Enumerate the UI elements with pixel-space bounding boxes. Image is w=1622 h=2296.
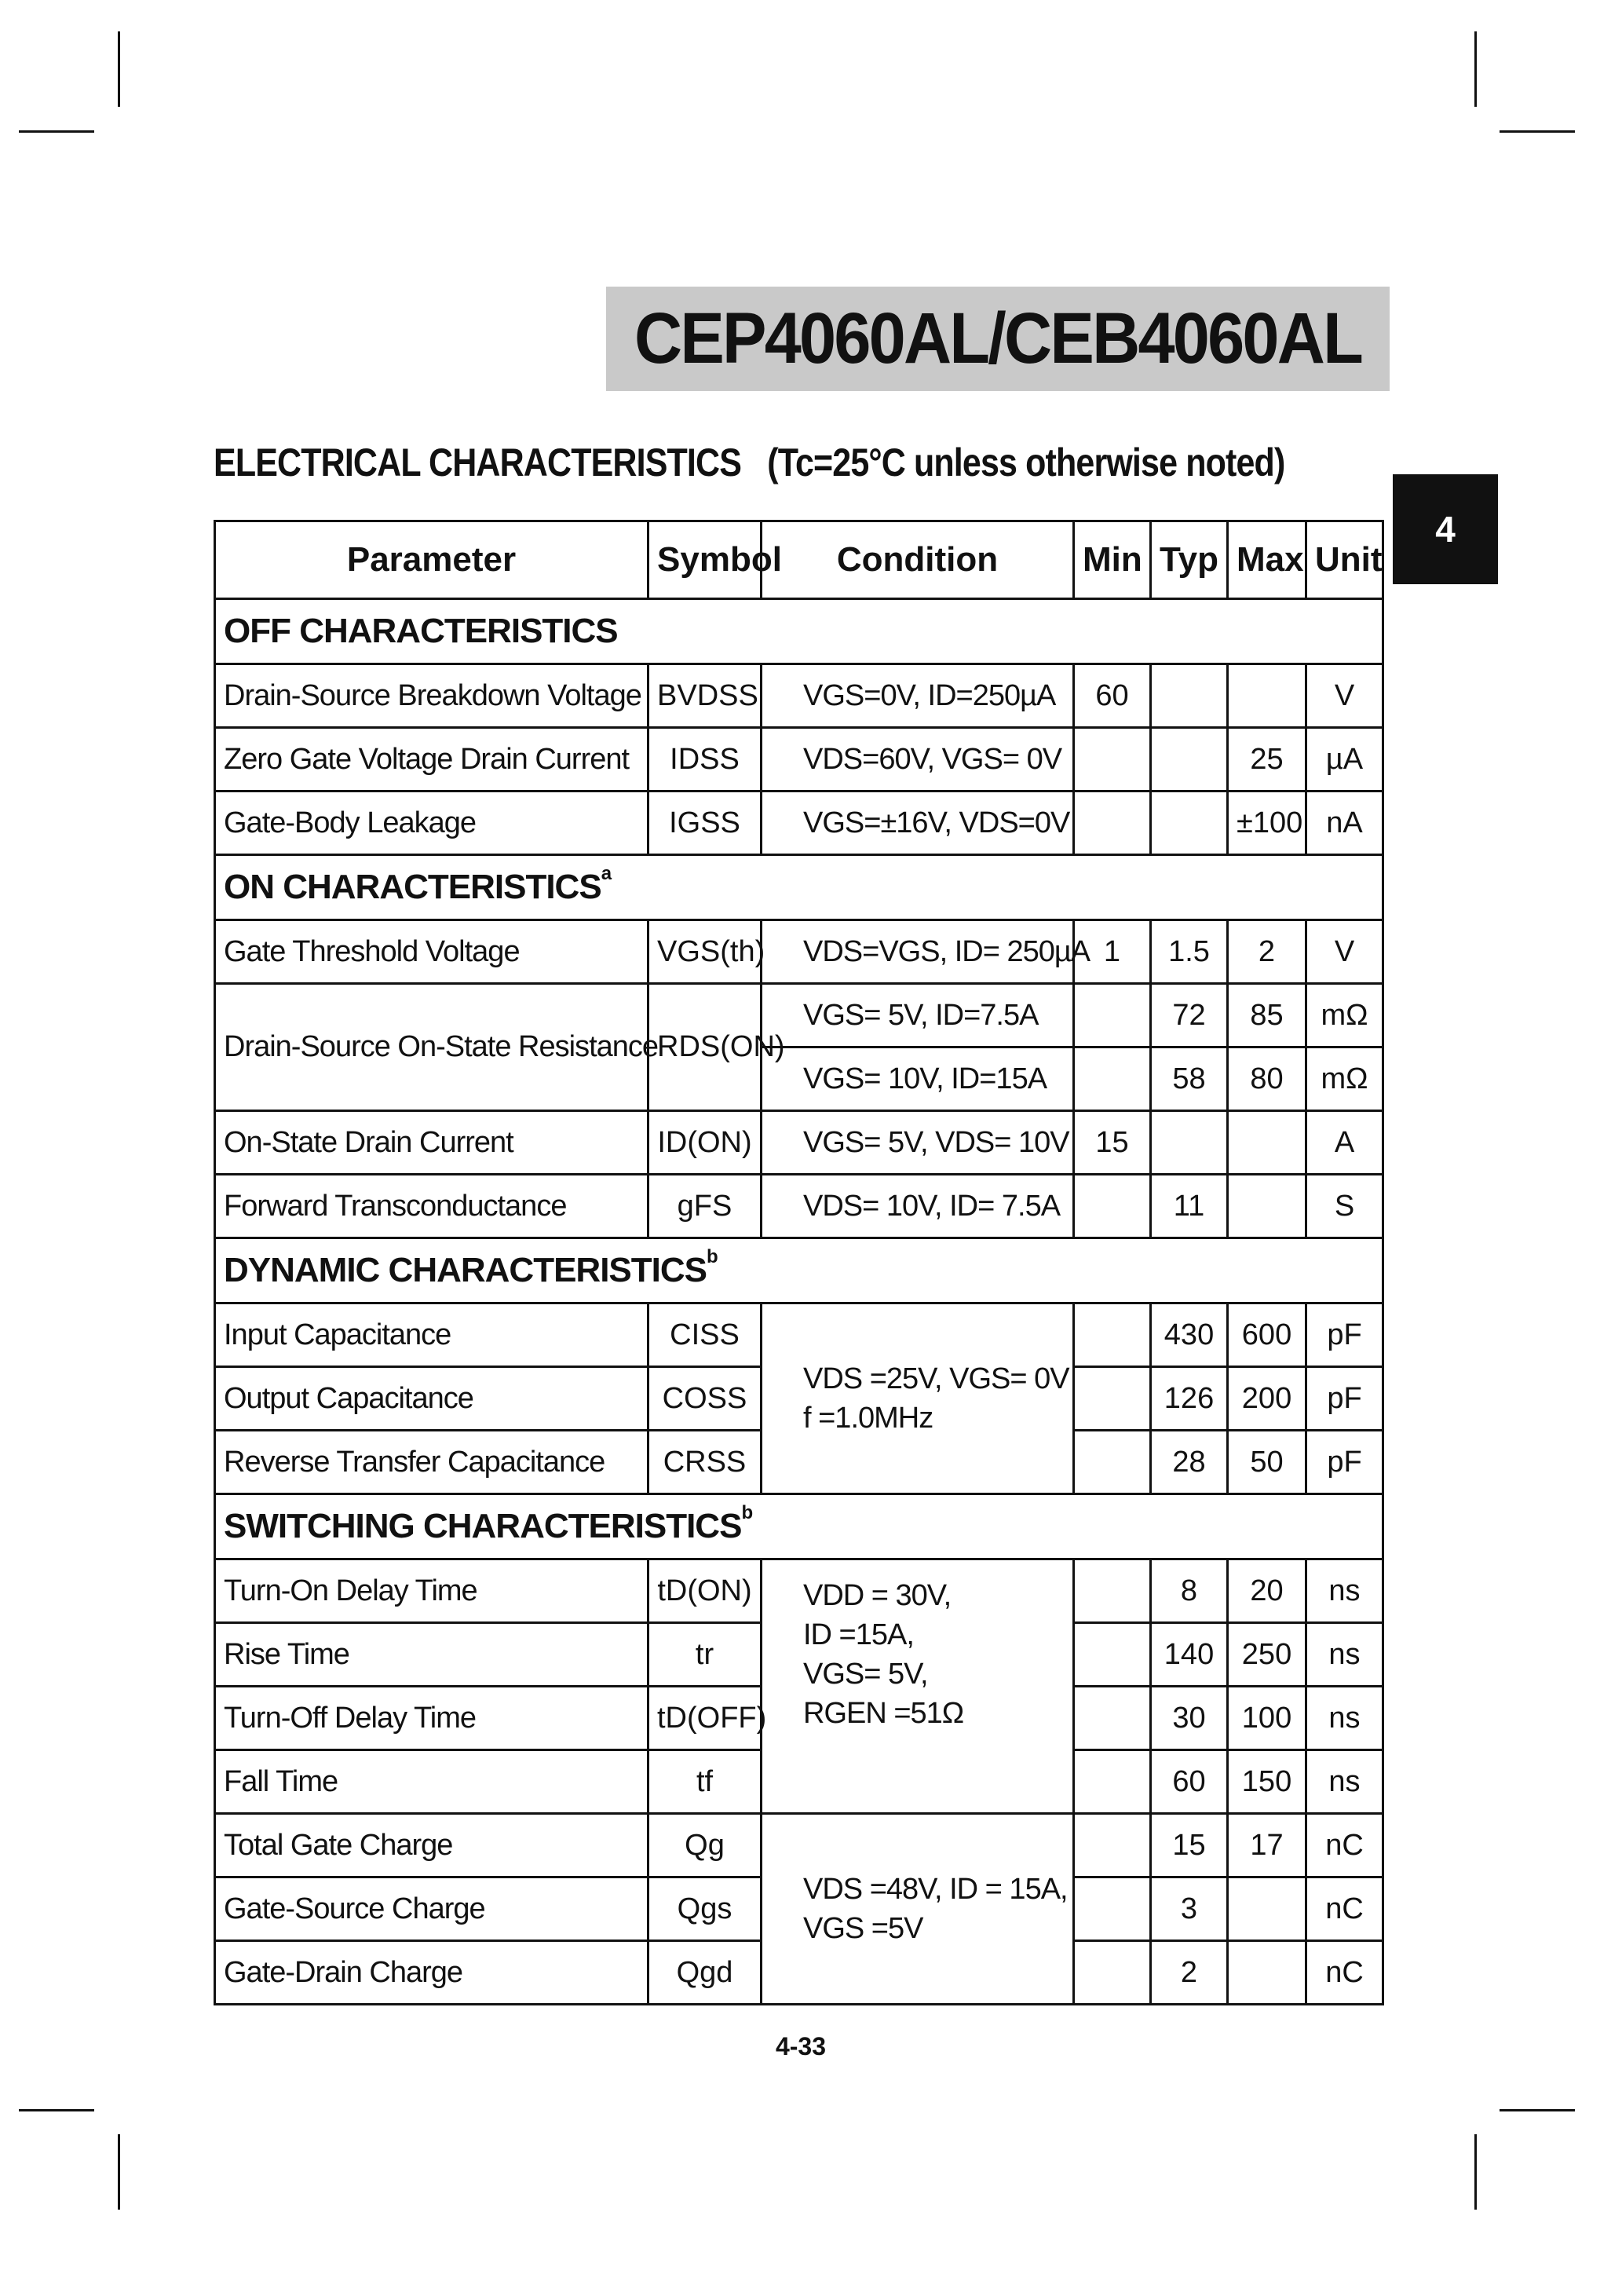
condition-line: VDD = 30V, xyxy=(803,1579,952,1612)
heading-condition: (Tc=25°C unless otherwise noted) xyxy=(767,441,1285,484)
param-cell: Gate-Body Leakage xyxy=(215,792,648,855)
section-heading xyxy=(214,440,1284,485)
typ-cell: 11 xyxy=(1151,1175,1228,1238)
table-header-row xyxy=(215,521,1383,599)
max-cell: 600 xyxy=(1228,1303,1306,1367)
typ-cell: 3 xyxy=(1151,1877,1228,1941)
condition-cell: VGS= 5V, VDS= 10V xyxy=(762,1111,1074,1175)
condition-cell: VDS= 10V, ID= 7.5A xyxy=(762,1175,1074,1238)
typ-cell: 1.5 xyxy=(1151,920,1228,984)
min-cell xyxy=(1074,1303,1151,1367)
param-cell: Gate-Drain Charge xyxy=(215,1941,648,2005)
table-row xyxy=(215,984,1383,1047)
typ-cell xyxy=(1151,664,1228,728)
condition-line: ID =15A, xyxy=(803,1618,914,1651)
unit-cell: pF xyxy=(1306,1431,1383,1494)
section-title-text: ON CHARACTERISTICS xyxy=(224,868,601,906)
header-condition: Condition xyxy=(762,521,1074,599)
table-row xyxy=(215,1303,1383,1367)
param-cell: Input Capacitance xyxy=(215,1303,648,1367)
typ-cell: 2 xyxy=(1151,1941,1228,2005)
symbol-cell: CISS xyxy=(648,1303,762,1367)
unit-cell: ns xyxy=(1306,1623,1383,1687)
section-title-switching xyxy=(215,1494,1383,1559)
param-cell: Rise Time xyxy=(215,1623,648,1687)
param-cell: Gate Threshold Voltage xyxy=(215,920,648,984)
crop-mark xyxy=(19,130,94,133)
param-cell: Reverse Transfer Capacitance xyxy=(215,1431,648,1494)
section-title-text: DYNAMIC CHARACTERISTICS xyxy=(224,1251,707,1289)
section-title-text: SWITCHING CHARACTERISTICS xyxy=(224,1507,742,1545)
section-title-off: OFF CHARACTERISTICS xyxy=(215,599,1383,664)
typ-cell: 72 xyxy=(1151,984,1228,1047)
condition-cell: VGS= 10V, ID=15A xyxy=(762,1047,1074,1111)
min-cell: 1 xyxy=(1074,920,1151,984)
max-cell xyxy=(1228,1175,1306,1238)
header-parameter: Parameter xyxy=(215,521,648,599)
table-row xyxy=(215,1559,1383,1623)
footnote-marker: b xyxy=(707,1246,718,1267)
unit-cell: nC xyxy=(1306,1941,1383,2005)
condition-line: VGS =5V xyxy=(803,1912,923,1945)
part-title: CEP4060AL/CEB4060AL xyxy=(634,298,1362,378)
max-cell: 150 xyxy=(1228,1750,1306,1814)
typ-cell: 126 xyxy=(1151,1367,1228,1431)
param-cell: Turn-Off Delay Time xyxy=(215,1687,648,1750)
min-cell xyxy=(1074,1750,1151,1814)
table-row xyxy=(215,1175,1383,1238)
condition-cell: VGS= 5V, ID=7.5A xyxy=(762,984,1074,1047)
condition-line: VGS= 5V, xyxy=(803,1658,928,1691)
condition-line: VDS =25V, VGS= 0V xyxy=(803,1362,1069,1395)
footnote-marker: b xyxy=(741,1502,753,1523)
param-cell: Forward Transconductance xyxy=(215,1175,648,1238)
min-cell xyxy=(1074,728,1151,792)
max-cell xyxy=(1228,1941,1306,2005)
section-row-off xyxy=(215,599,1383,664)
symbol-cell: COSS xyxy=(648,1367,762,1431)
symbol-cell: BVDSS xyxy=(648,664,762,728)
symbol-cell: gFS xyxy=(648,1175,762,1238)
symbol-cell: CRSS xyxy=(648,1431,762,1494)
param-cell: Turn-On Delay Time xyxy=(215,1559,648,1623)
symbol-cell: tf xyxy=(648,1750,762,1814)
unit-cell: S xyxy=(1306,1175,1383,1238)
table-row xyxy=(215,1111,1383,1175)
max-cell: 100 xyxy=(1228,1687,1306,1750)
symbol-cell: VGS(th) xyxy=(648,920,762,984)
electrical-characteristics-table xyxy=(214,520,1384,2005)
unit-cell: V xyxy=(1306,664,1383,728)
min-cell xyxy=(1074,1877,1151,1941)
crop-mark xyxy=(19,2109,94,2111)
symbol-cell: Qg xyxy=(648,1814,762,1877)
heading-main: ELECTRICAL CHARACTERISTICS xyxy=(214,441,742,484)
typ-cell: 140 xyxy=(1151,1623,1228,1687)
table-row xyxy=(215,1814,1383,1877)
max-cell: 25 xyxy=(1228,728,1306,792)
crop-mark xyxy=(1500,2109,1575,2111)
min-cell xyxy=(1074,1175,1151,1238)
page-number: 4-33 xyxy=(775,2032,827,2060)
header-min: Min xyxy=(1074,521,1151,599)
unit-cell: nC xyxy=(1306,1877,1383,1941)
max-cell xyxy=(1228,664,1306,728)
unit-cell: ns xyxy=(1306,1559,1383,1623)
param-cell: On-State Drain Current xyxy=(215,1111,648,1175)
typ-cell: 8 xyxy=(1151,1559,1228,1623)
condition-cell xyxy=(762,1303,1074,1494)
param-cell: Fall Time xyxy=(215,1750,648,1814)
unit-cell: pF xyxy=(1306,1367,1383,1431)
header-symbol: Symbol xyxy=(648,521,762,599)
typ-cell: 430 xyxy=(1151,1303,1228,1367)
header-unit: Unit xyxy=(1306,521,1383,599)
condition-cell: VDS=VGS, ID= 250µA xyxy=(762,920,1074,984)
max-cell: ±100 xyxy=(1228,792,1306,855)
footnote-marker: a xyxy=(601,863,612,884)
unit-cell: A xyxy=(1306,1111,1383,1175)
min-cell xyxy=(1074,1047,1151,1111)
param-cell: Drain-Source On-State Resistance xyxy=(215,984,648,1111)
param-cell: Drain-Source Breakdown Voltage xyxy=(215,664,648,728)
unit-cell: pF xyxy=(1306,1303,1383,1367)
min-cell: 15 xyxy=(1074,1111,1151,1175)
typ-cell xyxy=(1151,1111,1228,1175)
condition-cell: VDS=60V, VGS= 0V xyxy=(762,728,1074,792)
min-cell xyxy=(1074,1559,1151,1623)
typ-cell xyxy=(1151,728,1228,792)
typ-cell: 28 xyxy=(1151,1431,1228,1494)
param-cell: Zero Gate Voltage Drain Current xyxy=(215,728,648,792)
param-cell: Output Capacitance xyxy=(215,1367,648,1431)
symbol-cell: IGSS xyxy=(648,792,762,855)
crop-mark xyxy=(1474,31,1477,107)
crop-mark xyxy=(118,31,120,107)
min-cell xyxy=(1074,1367,1151,1431)
typ-cell: 60 xyxy=(1151,1750,1228,1814)
crop-mark xyxy=(118,2134,120,2210)
condition-cell xyxy=(762,1559,1074,1814)
unit-cell: ns xyxy=(1306,1750,1383,1814)
min-cell xyxy=(1074,1941,1151,2005)
min-cell xyxy=(1074,984,1151,1047)
max-cell: 80 xyxy=(1228,1047,1306,1111)
crop-mark xyxy=(1500,130,1575,133)
max-cell xyxy=(1228,1877,1306,1941)
table-row xyxy=(215,664,1383,728)
typ-cell: 15 xyxy=(1151,1814,1228,1877)
condition-line: VDS =48V, ID = 15A, xyxy=(803,1873,1068,1906)
min-cell xyxy=(1074,1687,1151,1750)
param-cell: Gate-Source Charge xyxy=(215,1877,648,1941)
typ-cell xyxy=(1151,792,1228,855)
section-row-switching xyxy=(215,1494,1383,1559)
min-cell: 60 xyxy=(1074,664,1151,728)
unit-cell: mΩ xyxy=(1306,1047,1383,1111)
section-tab: 4 xyxy=(1393,474,1498,584)
condition-line: RGEN =51Ω xyxy=(803,1697,964,1730)
unit-cell: nC xyxy=(1306,1814,1383,1877)
condition-cell: VGS=±16V, VDS=0V xyxy=(762,792,1074,855)
symbol-cell: Qgs xyxy=(648,1877,762,1941)
unit-cell: ns xyxy=(1306,1687,1383,1750)
section-title-dynamic xyxy=(215,1238,1383,1303)
max-cell: 250 xyxy=(1228,1623,1306,1687)
max-cell: 50 xyxy=(1228,1431,1306,1494)
min-cell xyxy=(1074,1623,1151,1687)
crop-mark xyxy=(1474,2134,1477,2210)
min-cell xyxy=(1074,1814,1151,1877)
condition-cell xyxy=(762,1814,1074,2005)
symbol-cell: IDSS xyxy=(648,728,762,792)
table-row xyxy=(215,920,1383,984)
symbol-cell: tr xyxy=(648,1623,762,1687)
symbol-cell: ID(ON) xyxy=(648,1111,762,1175)
typ-cell: 58 xyxy=(1151,1047,1228,1111)
header-typ: Typ xyxy=(1151,521,1228,599)
symbol-cell: RDS(ON) xyxy=(648,984,762,1111)
typ-cell: 30 xyxy=(1151,1687,1228,1750)
symbol-cell: tD(OFF) xyxy=(648,1687,762,1750)
table-row xyxy=(215,792,1383,855)
max-cell: 17 xyxy=(1228,1814,1306,1877)
unit-cell: mΩ xyxy=(1306,984,1383,1047)
section-row-dynamic xyxy=(215,1238,1383,1303)
max-cell: 20 xyxy=(1228,1559,1306,1623)
condition-cell: VGS=0V, ID=250µA xyxy=(762,664,1074,728)
condition-line: f =1.0MHz xyxy=(803,1402,933,1435)
max-cell: 85 xyxy=(1228,984,1306,1047)
max-cell: 200 xyxy=(1228,1367,1306,1431)
min-cell xyxy=(1074,792,1151,855)
unit-cell: nA xyxy=(1306,792,1383,855)
unit-cell: V xyxy=(1306,920,1383,984)
section-row-on xyxy=(215,855,1383,920)
unit-cell: µA xyxy=(1306,728,1383,792)
max-cell xyxy=(1228,1111,1306,1175)
min-cell xyxy=(1074,1431,1151,1494)
section-title-on xyxy=(215,855,1383,920)
symbol-cell: Qgd xyxy=(648,1941,762,2005)
header-max: Max xyxy=(1228,521,1306,599)
param-cell: Total Gate Charge xyxy=(215,1814,648,1877)
max-cell: 2 xyxy=(1228,920,1306,984)
symbol-cell: tD(ON) xyxy=(648,1559,762,1623)
table-row xyxy=(215,728,1383,792)
